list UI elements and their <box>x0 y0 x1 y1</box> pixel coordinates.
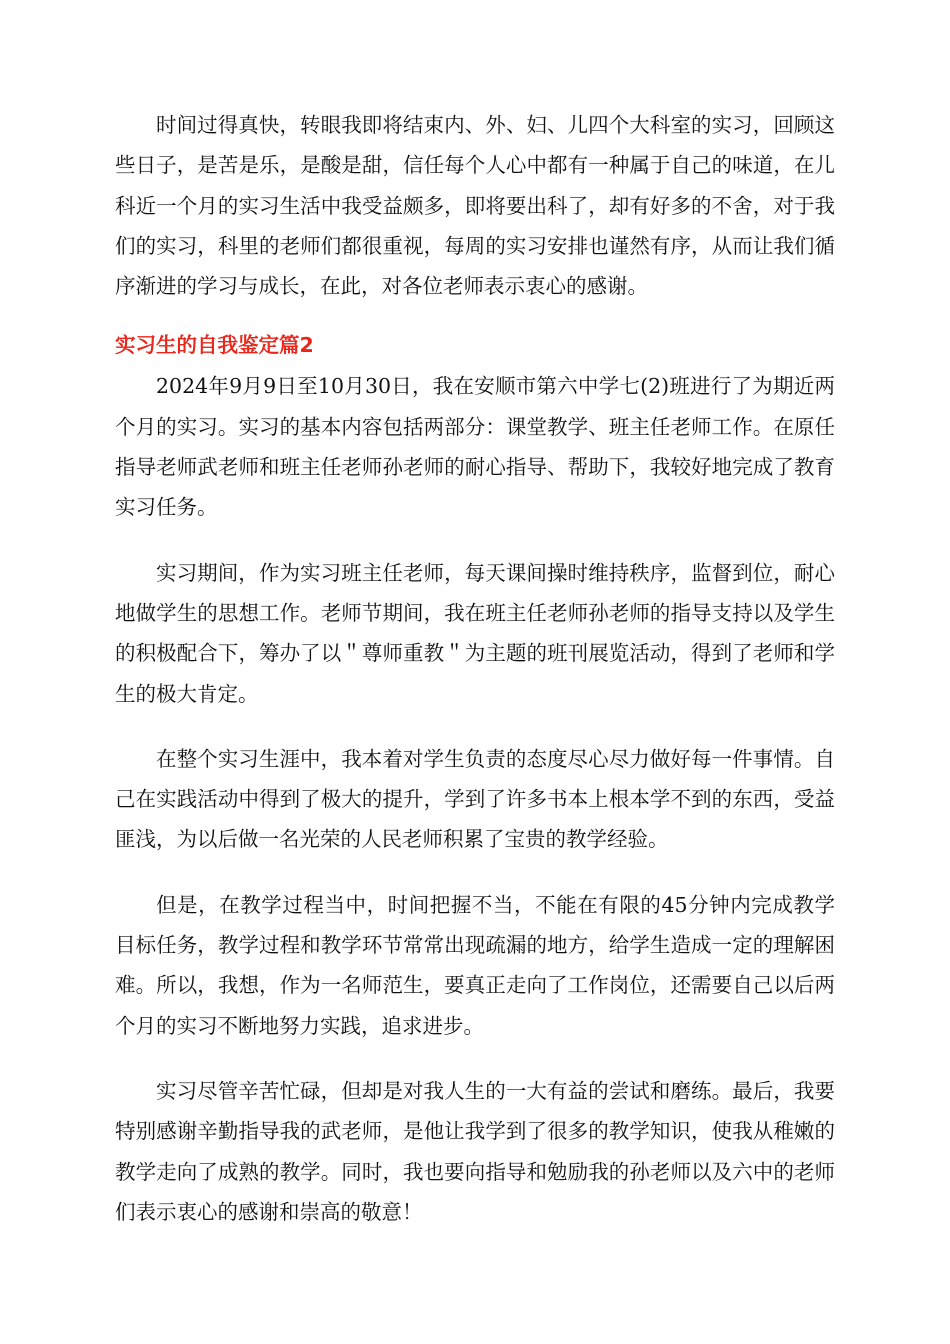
paragraph-4: 但是，在教学过程当中，时间把握不当，不能在有限的45分钟内完成教学目标任务，教学过程和教学环节常常出现疏漏的地方，给学生造成一定的理解困难。所以，我想，作为一名师范生，要真正走向了工作岗位，还需要自己以后两个月的实习不断地努力实践，追求进步。 <box>115 892 835 1038</box>
paragraph-intro: 时间过得真快，转眼我即将结束内、外、妇、儿四个大科室的实习，回顾这些日子，是苦是乐，是酸是甜，信任每个人心中都有一种属于自己的味道，在儿科近一个月的实习生活中我受益颇多，即将要出科了，却有好多的不舍，对于我们的实习，科里的老师们都很重视，每周的实习安排也谨然有序，从而让我们循序渐进的学习与成长，在此，对各位老师表示衷心的感谢。 <box>115 113 835 299</box>
document-page <box>115 105 835 1232</box>
paragraph-5: 实习尽管辛苦忙碌，但却是对我人生的一大有益的尝试和磨练。最后，我要特别感谢辛勤指导我的武老师，是他让我学到了很多的教学知识，使我从稚嫩的教学走向了成熟的教学。同时，我也要向指导和勉励我的孙老师以及六中的老师们表示衷心的感谢和崇高的敬意！ <box>115 1078 835 1224</box>
paragraph-2: 实习期间，作为实习班主任老师，每天课间操时维持秩序，监督到位，耐心地做学生的思想工作。老师节期间，我在班主任老师孙老师的指导支持以及学生的积极配合下，筹办了以＂尊师重教＂为主题的班刊展览活动，得到了老师和学生的极大肯定。 <box>115 560 835 706</box>
section-heading: 实习生的自我鉴定篇2 <box>115 333 314 358</box>
paragraph-3: 在整个实习生涯中，我本着对学生负责的态度尽心尽力做好每一件事情。自己在实践活动中得到了极大的提升，学到了许多书本上根本学不到的东西，受益匪浅，为以后做一名光荣的人民老师积累了宝贵的教学经验。 <box>115 746 835 852</box>
paragraph-1: 2024年9月9日至10月30日，我在安顺市第六中学七(2)班进行了为期近两个月的实习。实习的基本内容包括两部分：课堂教学、班主任老师工作。在原任指导老师武老师和班主任老师孙老师的耐心指导、帮助下，我较好地完成了教育实习任务。 <box>115 374 835 520</box>
